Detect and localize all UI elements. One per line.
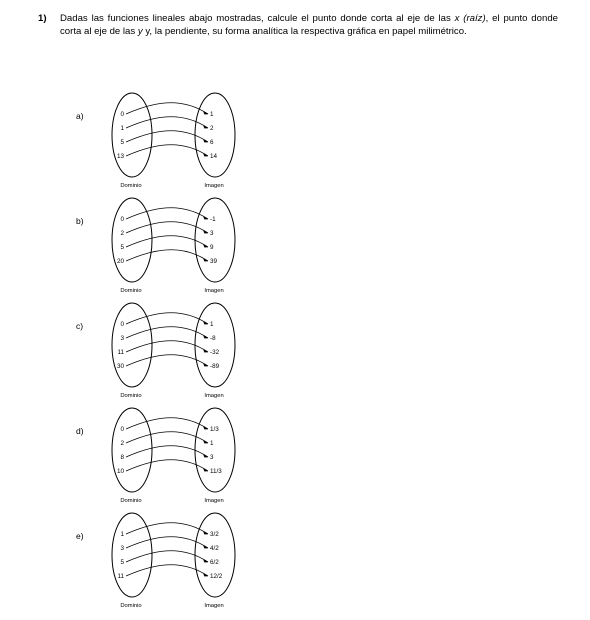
question-text-part: y bbox=[137, 26, 143, 38]
image-value: 3 bbox=[210, 454, 214, 461]
domain-caption: Dominio bbox=[120, 183, 142, 188]
arrowhead bbox=[204, 112, 209, 115]
arrowhead bbox=[204, 560, 209, 563]
mapping-arrow bbox=[126, 551, 208, 562]
mapping-diagram bbox=[70, 508, 270, 608]
domain-value: 1 bbox=[120, 125, 124, 132]
domain-value: 0 bbox=[120, 216, 124, 223]
mapping-arrow bbox=[126, 418, 208, 429]
item-label: b) bbox=[76, 216, 84, 226]
domain-value: 11 bbox=[117, 573, 124, 580]
arrowhead bbox=[204, 574, 209, 577]
arrowhead bbox=[204, 336, 209, 339]
domain-value: 0 bbox=[120, 321, 124, 328]
image-value: 4/2 bbox=[210, 545, 219, 552]
domain-value: 0 bbox=[120, 426, 124, 433]
question-number: 1) bbox=[38, 13, 47, 24]
arrowhead bbox=[204, 427, 209, 430]
function-mapping bbox=[70, 88, 270, 188]
domain-caption: Dominio bbox=[120, 288, 142, 293]
domain-value: 0 bbox=[120, 111, 124, 118]
domain-value: 11 bbox=[117, 349, 124, 356]
function-mapping bbox=[70, 508, 270, 608]
function-mapping bbox=[70, 193, 270, 293]
arrowhead bbox=[204, 364, 209, 367]
arrowhead bbox=[204, 154, 209, 157]
domain-value: 3 bbox=[120, 545, 124, 552]
item-label: d) bbox=[76, 426, 84, 436]
image-caption: Imagen bbox=[204, 288, 224, 293]
question-block bbox=[38, 12, 558, 39]
mapping-diagram bbox=[70, 403, 270, 503]
question-text-part: Dadas las funciones lineales abajo mostradas, calcule el punto donde corta al eje de las bbox=[60, 13, 455, 24]
arrowhead bbox=[204, 259, 209, 262]
domain-value: 10 bbox=[116, 468, 124, 475]
mapping-arrow bbox=[126, 208, 208, 219]
domain-value: 3 bbox=[120, 335, 124, 342]
arrowhead bbox=[204, 441, 209, 444]
image-caption: Imagen bbox=[204, 603, 224, 608]
domain-value: 13 bbox=[116, 153, 124, 160]
image-value: -89 bbox=[210, 363, 220, 370]
mapping-arrow bbox=[126, 236, 208, 247]
mapping-arrow bbox=[126, 523, 208, 534]
image-value: 3 bbox=[210, 230, 214, 237]
domain-caption: Dominio bbox=[120, 393, 142, 398]
item-label: a) bbox=[76, 111, 84, 121]
image-value: 2 bbox=[210, 125, 214, 132]
arrowhead bbox=[204, 532, 209, 535]
domain-value: 1 bbox=[120, 531, 124, 538]
image-value: -1 bbox=[210, 216, 216, 223]
image-value: 6/2 bbox=[210, 559, 219, 566]
arrowhead bbox=[204, 455, 209, 458]
image-value: -8 bbox=[210, 335, 216, 342]
arrowhead bbox=[204, 546, 209, 549]
image-value: 1 bbox=[210, 321, 214, 328]
item-label: c) bbox=[76, 321, 84, 331]
image-value: 6 bbox=[210, 139, 214, 146]
image-ellipse bbox=[195, 303, 235, 387]
image-value: 39 bbox=[210, 258, 218, 265]
image-value: 3/2 bbox=[210, 531, 219, 538]
domain-caption: Dominio bbox=[120, 603, 142, 608]
image-value: 1/3 bbox=[210, 426, 219, 433]
image-value: 12/2 bbox=[210, 573, 223, 580]
function-mapping bbox=[70, 298, 270, 398]
domain-value: 5 bbox=[120, 139, 124, 146]
mapping-arrow bbox=[126, 341, 208, 352]
domain-value: 2 bbox=[120, 440, 124, 447]
mapping-diagram bbox=[70, 88, 270, 188]
arrowhead bbox=[204, 140, 209, 143]
image-value: 1 bbox=[210, 440, 214, 447]
image-value: -32 bbox=[210, 349, 220, 356]
image-value: 14 bbox=[210, 153, 218, 160]
arrowhead bbox=[204, 231, 209, 234]
image-ellipse bbox=[195, 198, 235, 282]
mapping-arrow bbox=[126, 313, 208, 324]
question-text bbox=[60, 12, 558, 39]
arrowhead bbox=[204, 126, 209, 129]
arrowhead bbox=[204, 469, 209, 472]
arrowhead bbox=[204, 217, 209, 220]
mapping-arrow bbox=[126, 131, 208, 142]
item-label: e) bbox=[76, 531, 84, 541]
mapping-diagram bbox=[70, 193, 270, 293]
image-ellipse bbox=[195, 513, 235, 597]
domain-caption: Dominio bbox=[120, 498, 142, 503]
image-ellipse bbox=[195, 93, 235, 177]
domain-value: 20 bbox=[116, 258, 124, 265]
mapping-diagram bbox=[70, 298, 270, 398]
arrowhead bbox=[204, 322, 209, 325]
image-caption: Imagen bbox=[204, 393, 224, 398]
domain-value: 8 bbox=[120, 454, 124, 461]
domain-value: 5 bbox=[120, 244, 124, 251]
question-text-part: y, la pendiente, su forma analítica la respectiva gráfica en papel milimétrico. bbox=[142, 26, 467, 38]
image-caption: Imagen bbox=[204, 183, 224, 188]
domain-value: 30 bbox=[116, 363, 124, 370]
image-value: 11/3 bbox=[210, 468, 222, 475]
image-value: 9 bbox=[210, 244, 214, 251]
image-ellipse bbox=[195, 408, 235, 492]
mapping-arrow bbox=[126, 103, 208, 114]
function-mapping bbox=[70, 403, 270, 503]
question-text-part: x (raíz) bbox=[454, 13, 486, 24]
domain-value: 2 bbox=[120, 230, 124, 237]
question-text-part: , el punto donde corta al eje de las bbox=[60, 13, 558, 38]
mapping-arrow bbox=[126, 446, 208, 457]
arrowhead bbox=[204, 245, 209, 248]
domain-value: 5 bbox=[120, 559, 124, 566]
image-value: 1 bbox=[210, 111, 214, 118]
image-caption: Imagen bbox=[204, 498, 224, 503]
arrowhead bbox=[204, 350, 209, 353]
